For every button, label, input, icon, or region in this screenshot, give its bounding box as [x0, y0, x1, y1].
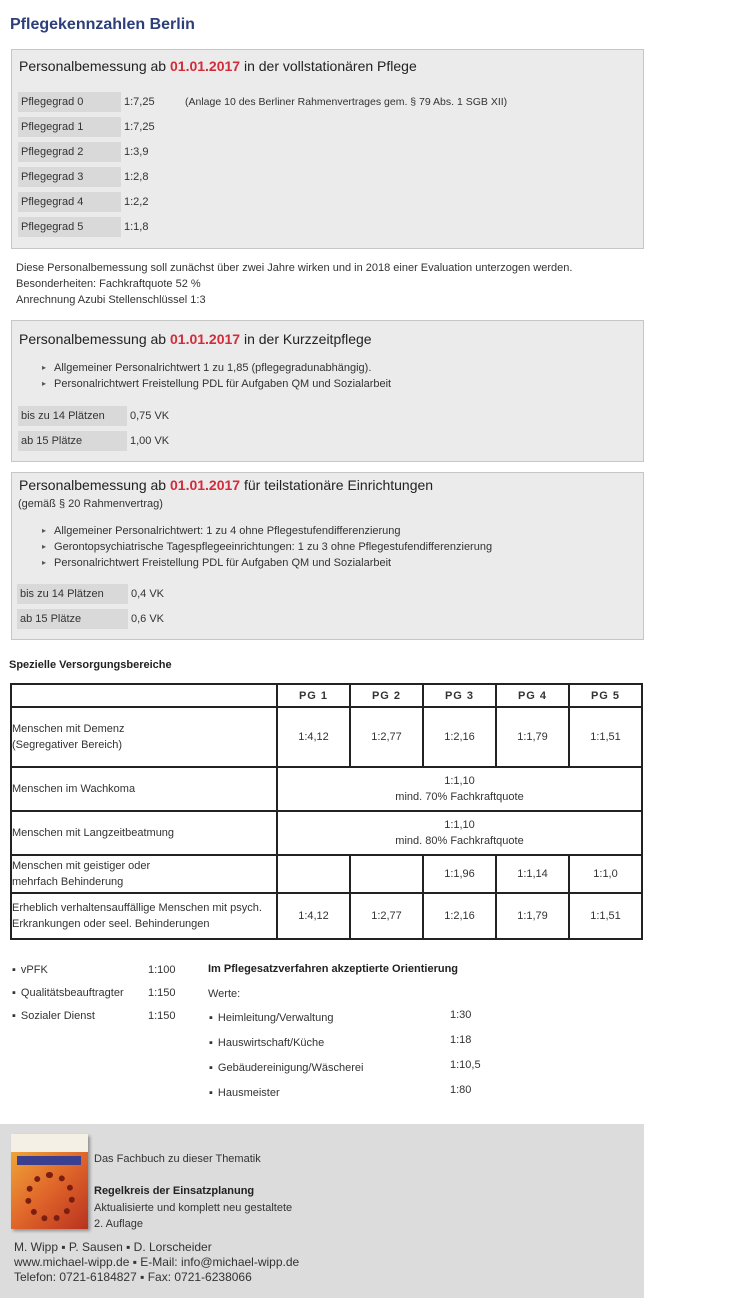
- pflegegrad-0-label: Pflegegrad 0: [18, 92, 121, 112]
- list-item: ▪ Gebäudereinigung/Wäscherei 1:10,5: [209, 1060, 363, 1085]
- table-header-pg3: PG 3: [424, 685, 495, 706]
- teilstationaer-row-1-label: ab 15 Plätze: [17, 609, 128, 629]
- cell-value-span: 1:1,10 mind. 70% Fachkraftquote: [278, 768, 641, 810]
- cell-value: 1:1,14: [497, 856, 568, 892]
- personal-list: [12, 962, 176, 1031]
- stationaer-heading: Personalbemessung ab 01.01.2017 in der vollstationären Pflege: [19, 58, 417, 74]
- info-line: Besonderheiten: Fachkraftquote 52 %: [16, 278, 201, 290]
- cell-value: 1:2,16: [424, 894, 495, 938]
- cell-value: 1:1,0: [570, 856, 641, 892]
- teilstationaer-heading: Personalbemessung ab 01.01.2017 für teilstationäre Einrichtungen: [19, 477, 434, 493]
- book-promo: [0, 1124, 644, 1298]
- pflegegrad-3-label: Pflegegrad 3: [18, 167, 121, 187]
- table-row: [12, 894, 641, 938]
- teilstationaer-bullets: [42, 523, 492, 571]
- kurzzeit-row-0-value: 0,75 VK: [130, 410, 170, 422]
- cell-value: 1:1,51: [570, 708, 641, 766]
- cell-value: 1:1,51: [570, 894, 641, 938]
- info-text: [16, 260, 572, 308]
- cell-value: 1:2,16: [424, 708, 495, 766]
- cell-value: 1:2,77: [351, 894, 422, 938]
- orientierung-subtitle: Werte:: [208, 988, 241, 1000]
- table-header-pg1: PG 1: [278, 685, 349, 706]
- orientierung-title: Im Pflegesatzverfahren akzeptierte Orientierung: [208, 963, 459, 975]
- cell-value: 1:2,77: [351, 708, 422, 766]
- info-line: Anrechnung Azubi Stellenschlüssel 1:3: [16, 294, 206, 306]
- teilstationaer-row-0-label: bis zu 14 Plätzen: [17, 584, 128, 604]
- pflegegrad-1-label: Pflegegrad 1: [18, 117, 121, 137]
- orientierung-list: [209, 1009, 481, 1110]
- pflegegrad-1-value: 1:7,25: [124, 121, 155, 133]
- page-title: Pflegekennzahlen Berlin: [10, 16, 195, 33]
- cell-value: 1:1,79: [497, 708, 568, 766]
- table-row: [12, 856, 641, 892]
- pflegegrad-2-label: Pflegegrad 2: [18, 142, 121, 162]
- cell-value: [351, 856, 422, 892]
- table-header-row: [12, 685, 641, 706]
- pflegegrad-3-value: 1:2,8: [124, 171, 149, 183]
- teilstationaer-panel: [11, 472, 644, 640]
- promo-book-description: Aktualisierte und komplett neu gestaltete 2. Auflage: [94, 1202, 293, 1230]
- row-label: Menschen mit Demenz (Segregativer Bereich): [12, 708, 276, 766]
- pflegegrad-2-value: 1:3,9: [124, 146, 149, 158]
- teilstationaer-subheading: (gemäß § 20 Rahmenvertrag): [18, 498, 163, 510]
- promo-contact: [14, 1240, 299, 1285]
- list-item: ▪ vPFK 1:100: [12, 962, 124, 985]
- stationaer-note: (Anlage 10 des Berliner Rahmenvertrages gem. § 79 Abs. 1 SGB XII): [185, 96, 508, 108]
- pflegegrad-4-label: Pflegegrad 4: [18, 192, 121, 212]
- teilstationaer-row-0-value: 0,4 VK: [131, 588, 165, 600]
- cell-value: [278, 856, 349, 892]
- stationaer-panel: [11, 49, 644, 249]
- row-label: Menschen mit Langzeitbeatmung: [12, 812, 276, 854]
- table-header-empty: [12, 685, 276, 706]
- table-row: [12, 708, 641, 766]
- spezial-title: Spezielle Versorgungsbereiche: [9, 659, 172, 671]
- kurzzeit-panel: [11, 320, 644, 462]
- spezial-table: [10, 683, 643, 940]
- bullet-item: ▸ Allgemeiner Personalrichtwert 1 zu 1,85 (pflegegradunabhängig).: [42, 360, 391, 376]
- table-header-pg2: PG 2: [351, 685, 422, 706]
- pflegegrad-5-label: Pflegegrad 5: [18, 217, 121, 237]
- pflegegrad-0-value: 1:7,25: [124, 96, 155, 108]
- bullet-item: ▸ Gerontopsychiatrische Tagespflegeeinrichtungen: 1 zu 3 ohne Pflegestufendifferenzierung: [42, 539, 492, 555]
- table-row: [12, 768, 641, 810]
- cell-value: 1:1,96: [424, 856, 495, 892]
- bullet-item: ▸ Personalrichtwert Freistellung PDL für Aufgaben QM und Sozialarbeit: [42, 376, 391, 392]
- list-item: ▪ Heimleitung/Verwaltung 1:30: [209, 1010, 363, 1035]
- cell-value: 1:4,12: [278, 708, 349, 766]
- kurzzeit-row-1-label: ab 15 Plätze: [18, 431, 127, 451]
- list-item: ▪ Qualitätsbeauftragter 1:150: [12, 985, 124, 1008]
- pflegegrad-4-value: 1:2,2: [124, 196, 149, 208]
- list-item: ▪ Hauswirtschaft/Küche 1:18: [209, 1035, 363, 1060]
- book-cover-image[interactable]: [11, 1134, 88, 1229]
- info-line: Diese Personalbemessung soll zunächst über zwei Jahre wirken und in 2018 einer Evaluation unterzogen werden.: [16, 262, 573, 274]
- row-label: Erheblich verhaltensauffällige Menschen mit psych. Erkrankungen oder seel. Behinderungen: [12, 894, 276, 938]
- row-label: Menschen im Wachkoma: [12, 768, 276, 810]
- promo-web[interactable]: www.michael-wipp.de ▪ E-Mail: info@michael-wipp.de: [14, 1255, 300, 1269]
- bullet-item: ▸ Allgemeiner Personalrichtwert: 1 zu 4 ohne Pflegestufendifferenzierung: [42, 523, 492, 539]
- bullet-item: ▸ Personalrichtwert Freistellung PDL für Aufgaben QM und Sozialarbeit: [42, 555, 492, 571]
- teilstationaer-row-1-value: 0,6 VK: [131, 613, 165, 625]
- table-row: [12, 812, 641, 854]
- promo-authors: M. Wipp ▪ P. Sausen ▪ D. Lorscheider: [14, 1240, 212, 1254]
- pflegegrad-5-value: 1:1,8: [124, 221, 149, 233]
- promo-intro: Das Fachbuch zu dieser Thematik: [94, 1153, 261, 1165]
- kurzzeit-row-1-value: 1,00 VK: [130, 435, 170, 447]
- cell-value: 1:1,79: [497, 894, 568, 938]
- list-item: ▪ Sozialer Dienst 1:150: [12, 1008, 124, 1031]
- kurzzeit-bullets: [42, 360, 391, 392]
- promo-phone: Telefon: 0721-6184827 ▪ Fax: 0721-6238066: [14, 1270, 252, 1284]
- promo-book-title: Regelkreis der Einsatzplanung: [94, 1185, 255, 1197]
- cell-value: 1:4,12: [278, 894, 349, 938]
- table-header-pg4: PG 4: [497, 685, 568, 706]
- list-item: ▪ Hausmeister 1:80: [209, 1085, 363, 1110]
- kurzzeit-heading: Personalbemessung ab 01.01.2017 in der Kurzzeitpflege: [19, 331, 372, 347]
- table-header-pg5: PG 5: [570, 685, 641, 706]
- kurzzeit-row-0-label: bis zu 14 Plätzen: [18, 406, 127, 426]
- cell-value-span: 1:1,10 mind. 80% Fachkraftquote: [278, 812, 641, 854]
- row-label: Menschen mit geistiger oder mehrfach Behinderung: [12, 856, 276, 892]
